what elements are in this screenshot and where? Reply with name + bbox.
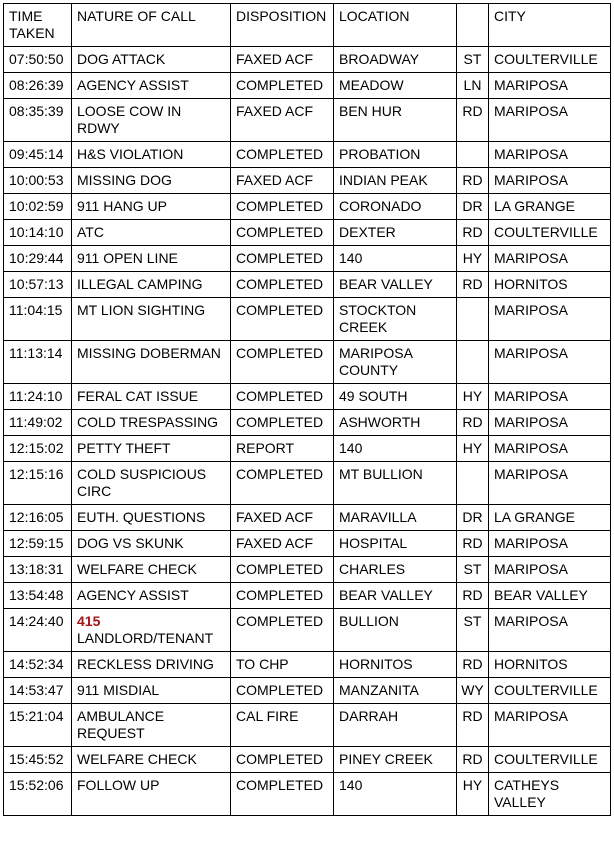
cell-nature-of-call: COLD TRESPASSING <box>72 410 231 436</box>
cell-time: 12:59:15 <box>4 531 72 557</box>
cell-city: MARIPOSA <box>489 142 611 168</box>
cell-location: BROADWAY <box>334 47 457 73</box>
cell-nature-of-call: EUTH. QUESTIONS <box>72 505 231 531</box>
header-row <box>4 4 611 47</box>
cell-time: 10:02:59 <box>4 194 72 220</box>
cell-disposition: COMPLETED <box>231 462 334 505</box>
header-city: CITY <box>489 4 611 47</box>
cell-street-suffix <box>457 142 489 168</box>
cell-disposition: FAXED ACF <box>231 47 334 73</box>
cell-time: 15:45:52 <box>4 747 72 773</box>
table-row <box>4 652 611 678</box>
cell-time: 07:50:50 <box>4 47 72 73</box>
cell-location: HORNITOS <box>334 652 457 678</box>
cell-street-suffix <box>457 462 489 505</box>
cell-city: CATHEYS VALLEY <box>489 773 611 816</box>
cell-location: INDIAN PEAK <box>334 168 457 194</box>
cell-location: DEXTER <box>334 220 457 246</box>
cell-disposition: COMPLETED <box>231 609 334 652</box>
call-nature-text: LANDLORD/TENANT <box>77 630 214 646</box>
cell-nature-of-call <box>72 609 231 652</box>
cell-street-suffix: HY <box>457 384 489 410</box>
cell-time: 11:04:15 <box>4 298 72 341</box>
cell-street-suffix: RD <box>457 704 489 747</box>
cell-city: MARIPOSA <box>489 557 611 583</box>
table-row <box>4 747 611 773</box>
cell-time: 15:21:04 <box>4 704 72 747</box>
table-body <box>4 47 611 816</box>
cell-time: 14:24:40 <box>4 609 72 652</box>
cell-nature-of-call: MISSING DOBERMAN <box>72 341 231 384</box>
cell-city: MARIPOSA <box>489 341 611 384</box>
cell-nature-of-call: PETTY THEFT <box>72 436 231 462</box>
cell-nature-of-call: ILLEGAL CAMPING <box>72 272 231 298</box>
cell-nature-of-call: COLD SUSPICIOUS CIRC <box>72 462 231 505</box>
cell-nature-of-call: ATC <box>72 220 231 246</box>
cell-disposition: COMPLETED <box>231 583 334 609</box>
cell-street-suffix: ST <box>457 609 489 652</box>
table-row <box>4 531 611 557</box>
cell-location: STOCKTON CREEK <box>334 298 457 341</box>
table-row <box>4 298 611 341</box>
cell-nature-of-call: RECKLESS DRIVING <box>72 652 231 678</box>
cell-time: 11:49:02 <box>4 410 72 436</box>
cell-disposition: COMPLETED <box>231 747 334 773</box>
cell-location: BEN HUR <box>334 99 457 142</box>
cell-street-suffix: RD <box>457 583 489 609</box>
cell-time: 08:35:39 <box>4 99 72 142</box>
cell-city: MARIPOSA <box>489 168 611 194</box>
cell-location: ASHWORTH <box>334 410 457 436</box>
table-row <box>4 557 611 583</box>
cell-nature-of-call: MISSING DOG <box>72 168 231 194</box>
cell-disposition: COMPLETED <box>231 272 334 298</box>
cell-disposition: COMPLETED <box>231 557 334 583</box>
cell-city: BEAR VALLEY <box>489 583 611 609</box>
cell-disposition: FAXED ACF <box>231 505 334 531</box>
cell-location: CORONADO <box>334 194 457 220</box>
header-street-suffix <box>457 4 489 47</box>
cell-street-suffix: DR <box>457 194 489 220</box>
cell-location: MEADOW <box>334 73 457 99</box>
cell-time: 10:00:53 <box>4 168 72 194</box>
cell-street-suffix: RD <box>457 99 489 142</box>
cell-disposition: FAXED ACF <box>231 168 334 194</box>
cell-city: HORNITOS <box>489 652 611 678</box>
table-row <box>4 505 611 531</box>
table-row <box>4 384 611 410</box>
cell-time: 12:16:05 <box>4 505 72 531</box>
cell-street-suffix: HY <box>457 436 489 462</box>
cell-street-suffix: RD <box>457 531 489 557</box>
table-row <box>4 773 611 816</box>
cell-street-suffix: LN <box>457 73 489 99</box>
table-row <box>4 462 611 505</box>
cell-city: MARIPOSA <box>489 73 611 99</box>
cell-time: 14:52:34 <box>4 652 72 678</box>
cell-disposition: COMPLETED <box>231 73 334 99</box>
cell-street-suffix: RD <box>457 168 489 194</box>
cell-time: 10:57:13 <box>4 272 72 298</box>
cell-location: MARIPOSA COUNTY <box>334 341 457 384</box>
cell-disposition: COMPLETED <box>231 384 334 410</box>
cell-street-suffix: WY <box>457 678 489 704</box>
cell-location: 140 <box>334 773 457 816</box>
cell-street-suffix: HY <box>457 773 489 816</box>
cell-nature-of-call: MT LION SIGHTING <box>72 298 231 341</box>
cell-nature-of-call: AGENCY ASSIST <box>72 583 231 609</box>
cell-disposition: REPORT <box>231 436 334 462</box>
table-row <box>4 436 611 462</box>
cell-city: LA GRANGE <box>489 194 611 220</box>
cell-location: PROBATION <box>334 142 457 168</box>
cell-nature-of-call: 911 OPEN LINE <box>72 246 231 272</box>
table-row <box>4 609 611 652</box>
cell-street-suffix: RD <box>457 652 489 678</box>
cell-location: MARAVILLA <box>334 505 457 531</box>
cell-nature-of-call: AMBULANCE REQUEST <box>72 704 231 747</box>
cell-city: COULTERVILLE <box>489 220 611 246</box>
cell-street-suffix: DR <box>457 505 489 531</box>
cell-time: 14:53:47 <box>4 678 72 704</box>
cell-disposition: COMPLETED <box>231 773 334 816</box>
cell-time: 10:14:10 <box>4 220 72 246</box>
cell-city: COULTERVILLE <box>489 47 611 73</box>
table-row <box>4 168 611 194</box>
cell-city: COULTERVILLE <box>489 678 611 704</box>
cell-disposition: COMPLETED <box>231 142 334 168</box>
cell-street-suffix: HY <box>457 246 489 272</box>
cell-disposition: COMPLETED <box>231 410 334 436</box>
cell-location: MANZANITA <box>334 678 457 704</box>
cell-street-suffix: ST <box>457 557 489 583</box>
header-location: LOCATION <box>334 4 457 47</box>
cell-city: MARIPOSA <box>489 246 611 272</box>
cell-location: BEAR VALLEY <box>334 272 457 298</box>
cell-disposition: COMPLETED <box>231 246 334 272</box>
table-row <box>4 194 611 220</box>
table-row <box>4 410 611 436</box>
table-row <box>4 583 611 609</box>
cell-nature-of-call: H&S VIOLATION <box>72 142 231 168</box>
cell-city: COULTERVILLE <box>489 747 611 773</box>
cell-time: 12:15:16 <box>4 462 72 505</box>
cell-location: CHARLES <box>334 557 457 583</box>
cell-street-suffix: RD <box>457 272 489 298</box>
cell-location: BEAR VALLEY <box>334 583 457 609</box>
cell-location: 140 <box>334 246 457 272</box>
cell-disposition: TO CHP <box>231 652 334 678</box>
cell-street-suffix: ST <box>457 47 489 73</box>
cell-disposition: COMPLETED <box>231 194 334 220</box>
cell-time: 13:54:48 <box>4 583 72 609</box>
cell-disposition: COMPLETED <box>231 220 334 246</box>
cell-disposition: COMPLETED <box>231 298 334 341</box>
cell-nature-of-call: WELFARE CHECK <box>72 557 231 583</box>
cell-location: HOSPITAL <box>334 531 457 557</box>
header-nature-of-call: NATURE OF CALL <box>72 4 231 47</box>
cell-city: MARIPOSA <box>489 298 611 341</box>
cell-time: 11:24:10 <box>4 384 72 410</box>
table-header <box>4 4 611 47</box>
cell-time: 10:29:44 <box>4 246 72 272</box>
cell-city: HORNITOS <box>489 272 611 298</box>
cell-street-suffix: RD <box>457 747 489 773</box>
cell-street-suffix: RD <box>457 220 489 246</box>
cell-street-suffix <box>457 298 489 341</box>
cell-city: MARIPOSA <box>489 462 611 505</box>
header-disposition: DISPOSITION <box>231 4 334 47</box>
cell-nature-of-call: WELFARE CHECK <box>72 747 231 773</box>
cell-city: MARIPOSA <box>489 609 611 652</box>
cell-time: 08:26:39 <box>4 73 72 99</box>
cell-time: 15:52:06 <box>4 773 72 816</box>
cell-time: 11:13:14 <box>4 341 72 384</box>
cell-nature-of-call: 911 HANG UP <box>72 194 231 220</box>
table-row <box>4 272 611 298</box>
cell-disposition: COMPLETED <box>231 678 334 704</box>
cell-location: 49 SOUTH <box>334 384 457 410</box>
table-row <box>4 704 611 747</box>
cell-location: 140 <box>334 436 457 462</box>
table-row <box>4 678 611 704</box>
table-row <box>4 47 611 73</box>
cell-nature-of-call: LOOSE COW IN RDWY <box>72 99 231 142</box>
cell-street-suffix: RD <box>457 410 489 436</box>
cell-time: 12:15:02 <box>4 436 72 462</box>
cell-city: MARIPOSA <box>489 99 611 142</box>
table-row <box>4 341 611 384</box>
cell-time: 09:45:14 <box>4 142 72 168</box>
table-row <box>4 73 611 99</box>
cell-nature-of-call: 911 MISDIAL <box>72 678 231 704</box>
call-code: 415 <box>77 613 101 629</box>
cell-location: MT BULLION <box>334 462 457 505</box>
cell-disposition: CAL FIRE <box>231 704 334 747</box>
cell-disposition: FAXED ACF <box>231 99 334 142</box>
cell-city: MARIPOSA <box>489 410 611 436</box>
cell-time: 13:18:31 <box>4 557 72 583</box>
cell-nature-of-call: AGENCY ASSIST <box>72 73 231 99</box>
table-row <box>4 246 611 272</box>
cell-disposition: FAXED ACF <box>231 531 334 557</box>
header-time-taken: TIME TAKEN <box>4 4 72 47</box>
cell-disposition: COMPLETED <box>231 341 334 384</box>
table-row <box>4 142 611 168</box>
call-log-table <box>3 3 611 816</box>
cell-city: MARIPOSA <box>489 531 611 557</box>
cell-location: BULLION <box>334 609 457 652</box>
cell-nature-of-call: FERAL CAT ISSUE <box>72 384 231 410</box>
cell-nature-of-call: DOG ATTACK <box>72 47 231 73</box>
cell-city: MARIPOSA <box>489 384 611 410</box>
cell-nature-of-call: DOG VS SKUNK <box>72 531 231 557</box>
cell-street-suffix <box>457 341 489 384</box>
cell-nature-of-call: FOLLOW UP <box>72 773 231 816</box>
cell-city: MARIPOSA <box>489 436 611 462</box>
table-row <box>4 99 611 142</box>
cell-location: DARRAH <box>334 704 457 747</box>
table-row <box>4 220 611 246</box>
cell-location: PINEY CREEK <box>334 747 457 773</box>
cell-city: LA GRANGE <box>489 505 611 531</box>
cell-city: MARIPOSA <box>489 704 611 747</box>
